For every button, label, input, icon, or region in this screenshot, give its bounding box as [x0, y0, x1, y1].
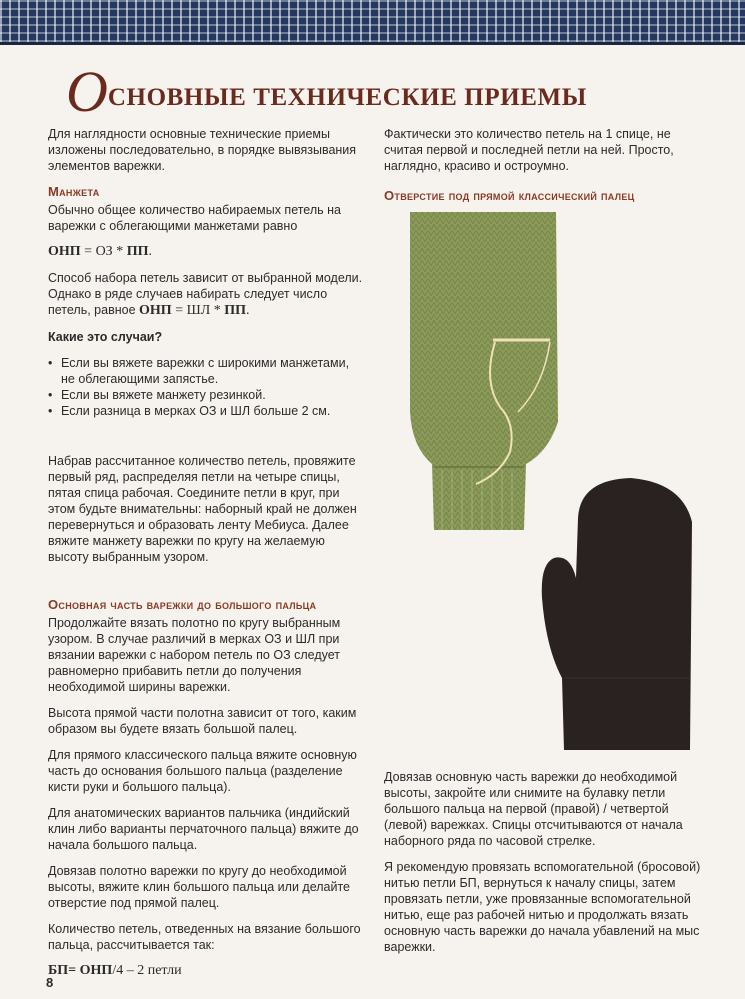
right-paragraph-1: Фактически это количество петель на 1 спице, не считая первой и последней петли на ней. Просто, наглядно, красиво и остроумно.: [384, 127, 674, 173]
cuff-paragraph-1: Обычно общее количество набираемых петель на варежки с облегающими манжетами равно: [48, 203, 341, 233]
thumb-hole-heading: Отверстие под прямой классический палец: [384, 188, 635, 203]
right-paragraph-2: Довязав основную часть варежки до необходимой высоты, закройте или снимите на булавку петли большого пальца на первой (правой) / четвертой (левой) варежках. Спицы отсчитываются от начала наборного ряда по часовой стрелке.: [384, 770, 683, 848]
intro-paragraph: Для наглядности основные технические приемы изложены последовательно, в порядке вывязывания элементов варежки.: [48, 127, 357, 173]
right-column: [384, 126, 706, 206]
main-paragraph: Количество петель, отведенных на вязание большого пальца, рассчитывается так:: [48, 922, 361, 952]
title-initial: О: [66, 59, 108, 124]
list-item: • Если вы вяжете манжету резинкой.: [48, 387, 366, 403]
cuff-heading: Манжета: [48, 184, 100, 199]
title-rest: СНОВНЫЕ ТЕХНИЧЕСКИЕ ПРИЕМЫ: [107, 84, 587, 111]
cuff-formula-1: ОНП = ОЗ * ПП.: [48, 244, 152, 259]
right-paragraph-3: Я рекомендую провязать вспомогательной (бросовой) нитью петли БП, вернуться к началу спицы, затем провязать петли, уже провязанные вспомогательной нитью, еще раз рабочей нитью и продолжать вязать основную часть варежки до начала убавлений на мыс варежки.: [384, 860, 701, 954]
main-paragraph: Для анатомических вариантов пальчика (индийский клин либо варианты перчаточного пальца) вяжите до начала большого пальца.: [48, 806, 359, 852]
right-bottom-column: [384, 769, 706, 965]
decorative-banner: [0, 0, 745, 45]
cuff-bullet-list: [48, 355, 366, 419]
list-item: • Если разница в мерках ОЗ и ШЛ больше 2 см.: [48, 403, 366, 419]
cuff-paragraph-3: Набрав рассчитанное количество петель, провяжите первый ряд, распределяя петли на четыре спицы, пятая спица рабочая. Соедините петли в круг, при этом будьте внимательны: наборный край не должен перевернуться и образовать ленту Мебиуса. Далее вяжите манжету варежки по кругу на желаемую высоту выбранным узором.: [48, 454, 357, 564]
main-paragraph: Для прямого классического пальца вяжите основную часть до основания большого пальца (разделение кисти руки и большого пальца).: [48, 748, 357, 794]
page-number: 8: [46, 975, 54, 990]
page-title: [66, 58, 587, 125]
main-part-heading: Основная часть варежки до большого пальца: [48, 597, 317, 612]
main-paragraph: Довязав полотно варежки по кругу до необходимой высоты, вяжите клин большого пальца или делайте отверстие под прямой палец.: [48, 864, 351, 910]
cuff-question: Какие это случаи?: [48, 330, 163, 344]
left-column: [48, 126, 366, 989]
thumb-formula: БП= ОНП/4 – 2 петли: [48, 963, 182, 978]
list-item: • Если вы вяжете варежки с широкими манжетами, не облегающими запястье.: [48, 355, 366, 387]
dark-mitten-photo: [540, 478, 700, 754]
main-paragraph: Высота прямой части полотна зависит от того, каким образом вы будете вязать большой палец.: [48, 706, 357, 736]
cuff-paragraph-2: Способ набора петель зависит от выбранной модели. Однако в ряде случаев набирать следует число петель, равное ОНП = ШЛ * ПП.: [48, 271, 363, 318]
main-paragraph: Продолжайте вязать полотно по кругу выбранным узором. В случае различий в мерках ОЗ и ШЛ при вязании варежки с набором петель по ОЗ следует равномерно прибавить петли до получения необходимой ширины варежки.: [48, 616, 341, 694]
